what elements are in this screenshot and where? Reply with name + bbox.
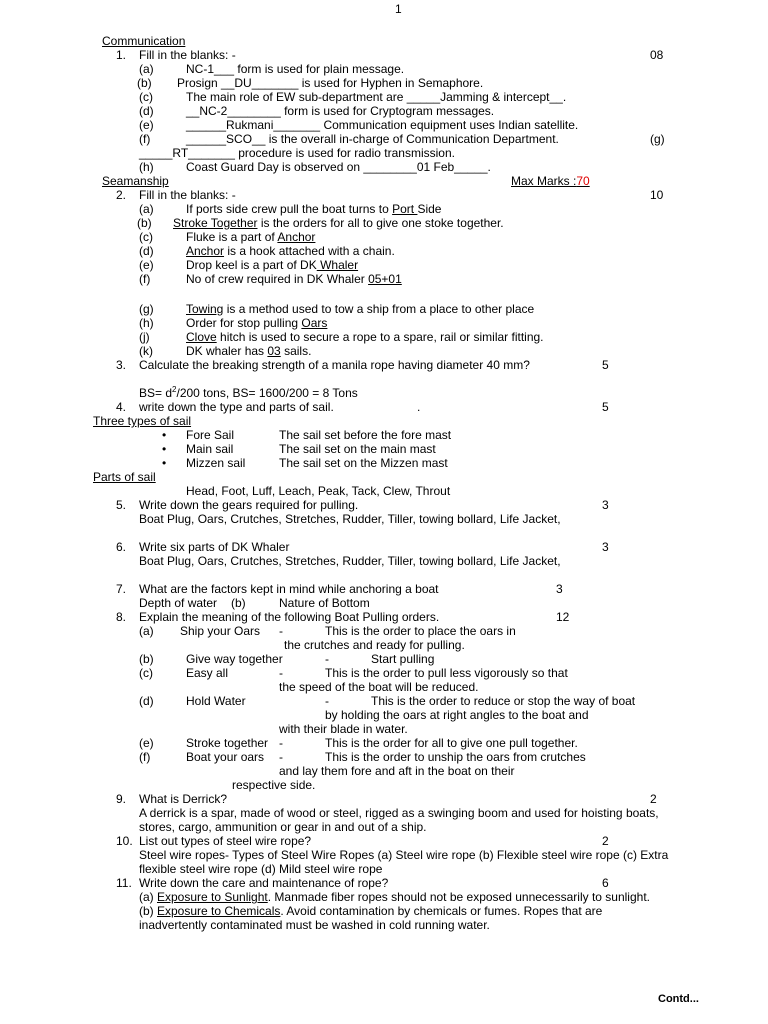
- order-meaning: This is the order to unship the oars from crutches: [325, 750, 586, 764]
- item-answer: NC-1___ form is used for plain message.: [186, 62, 405, 76]
- item-answer: Fluke is a part of Anchor: [186, 230, 316, 244]
- order-dash: -: [325, 694, 329, 708]
- question-marks: 5: [602, 358, 609, 372]
- order-label: (c): [139, 666, 153, 680]
- item-answer: Towing is a method used to tow a ship from a place to other place: [186, 302, 535, 316]
- item-answer: __NC-2________ form is used for Cryptogram messages.: [186, 104, 495, 118]
- item-label: (f): [139, 132, 151, 146]
- bullet: •: [162, 456, 167, 470]
- item-answer: Stroke Together is the orders for all to give one stoke together.: [173, 216, 504, 230]
- question-marks: 2: [602, 834, 609, 848]
- order-dash: -: [279, 624, 283, 638]
- sail-type-name: Main sail: [186, 442, 234, 456]
- answer-text: Boat Plug, Oars, Crutches, Stretches, Rudder, Tiller, towing bollard, Life Jacket,: [139, 512, 561, 526]
- order-dash: -: [279, 750, 283, 764]
- order-meaning: the speed of the boat will be reduced.: [279, 680, 479, 694]
- sail-type-name: Fore Sail: [186, 428, 235, 442]
- question-number: 6.: [116, 540, 127, 554]
- order-term: Easy all: [186, 666, 229, 680]
- question-text: Write down the care and maintenance of rope?: [139, 876, 389, 890]
- item-label: (e): [139, 258, 154, 272]
- sail-type-desc: The sail set before the fore mast: [279, 428, 452, 442]
- question-number: 5.: [116, 498, 127, 512]
- order-meaning: This is the order for all to give one pull together.: [325, 736, 578, 750]
- page-number: 1: [395, 2, 402, 16]
- item-label: (e): [139, 118, 154, 132]
- answer-text: A derrick is a spar, made of wood or steel, rigged as a swinging boom and used for hoisting boats,: [139, 806, 659, 820]
- item-label: (a): [139, 202, 154, 216]
- question-marks: 3: [602, 498, 609, 512]
- sail-type-name: Mizzen sail: [186, 456, 246, 470]
- order-label: (f): [139, 750, 151, 764]
- item-label: (c): [139, 90, 153, 104]
- max-marks-label: Max Marks :: [511, 174, 577, 188]
- item-label: (j): [139, 330, 150, 344]
- order-label: (a): [139, 624, 154, 638]
- order-meaning: by holding the oars at right angles to the boat and: [325, 708, 589, 722]
- sail-type-desc: The sail set on the Mizzen mast: [279, 456, 448, 470]
- item-answer: If ports side crew pull the boat turns to Port Side: [186, 202, 442, 216]
- item-answer: ______SCO__ is the overall in-charge of Communication Department.: [186, 132, 559, 146]
- question-marks: 08: [650, 48, 664, 62]
- question-text: Calculate the breaking strength of a manila rope having diameter 40 mm?: [139, 358, 530, 372]
- question-number: 11.: [116, 876, 132, 890]
- question-number: 10.: [116, 834, 133, 848]
- order-meaning: and lay them fore and aft in the boat on their: [279, 764, 515, 778]
- question-text: What are the factors kept in mind while anchoring a boat: [139, 582, 439, 596]
- max-marks: [511, 174, 590, 188]
- order-meaning: the crutches and ready for pulling.: [284, 638, 465, 652]
- item-answer: Drop keel is a part of DK Whaler: [186, 258, 359, 272]
- item-label: (b): [137, 76, 152, 90]
- continued-marker: Contd...: [658, 993, 699, 1005]
- order-label: (d): [139, 694, 154, 708]
- answer-text: (b) Exposure to Chemicals. Avoid contamination by chemicals or fumes. Ropes that are: [139, 904, 603, 918]
- order-meaning: with their blade in water.: [279, 722, 408, 736]
- item-label: (d): [139, 244, 154, 258]
- order-term: Stroke together: [186, 736, 269, 750]
- question-text: What is Derrick?: [139, 792, 228, 806]
- answer-text: Steel wire ropes- Types of Steel Wire Ropes (a) Steel wire rope (b) Flexible steel wire rope (c) Extra: [139, 848, 669, 862]
- question-number: 8.: [116, 610, 127, 624]
- item-label: (a): [139, 62, 154, 76]
- max-marks-value: 70: [576, 174, 590, 188]
- order-label: (b): [139, 652, 154, 666]
- item-label: (h): [139, 316, 154, 330]
- item-answer: The main role of EW sub-department are _____Jamming & intercept__.: [186, 90, 567, 104]
- order-term: Give way together: [186, 652, 283, 666]
- item-label: (g): [139, 302, 154, 316]
- order-term: Ship your Oars: [180, 624, 261, 638]
- item-answer: No of crew required in DK Whaler 05+01: [186, 272, 402, 286]
- order-dash: -: [279, 736, 283, 750]
- item-answer: DK whaler has 03 sails.: [186, 344, 312, 358]
- question-text: Write down the gears required for pulling.: [139, 498, 359, 512]
- question-text: Explain the meaning of the following Boat Pulling orders.: [139, 610, 440, 624]
- section-heading-communication: Communication: [102, 34, 186, 48]
- sail-type-desc: The sail set on the main mast: [279, 442, 436, 456]
- question-marks: 2: [650, 792, 657, 806]
- question-number: 4.: [116, 400, 127, 414]
- sail-parts: Head, Foot, Luff, Leach, Peak, Tack, Clew, Throut: [186, 484, 451, 498]
- order-term: Boat your oars: [186, 750, 265, 764]
- item-label: (c): [139, 230, 153, 244]
- item-label: (f): [139, 272, 151, 286]
- order-meaning: respective side.: [232, 778, 316, 792]
- answer-b-label: (b): [231, 596, 246, 610]
- order-label: (e): [139, 736, 154, 750]
- item-answer: Clove hitch is used to secure a rope to a spare, rail or similar fitting.: [186, 330, 544, 344]
- order-dash: -: [325, 652, 329, 666]
- stray-dot: .: [417, 400, 421, 414]
- question-number: 7.: [116, 582, 127, 596]
- question-marks: 10: [650, 188, 664, 202]
- item-answer: Anchor is a hook attached with a chain.: [186, 244, 395, 258]
- question-marks: 3: [556, 582, 563, 596]
- question-text: List out types of steel wire rope?: [139, 834, 312, 848]
- question-text: Fill in the blanks: -: [139, 48, 236, 62]
- question-number: 9.: [116, 792, 127, 806]
- question-number: 1.: [116, 48, 127, 62]
- item-label: (h): [139, 160, 154, 174]
- item-label: (d): [139, 104, 154, 118]
- answer-text: (a) Exposure to Sunlight. Manmade fiber ropes should not be exposed unnecessarily to sunlight.: [139, 890, 650, 904]
- order-meaning: This is the order to reduce or stop the way of boat: [371, 694, 636, 708]
- item-answer: Order for stop pulling Oars: [186, 316, 328, 330]
- order-term: Hold Water: [186, 694, 246, 708]
- question-marks: 6: [602, 876, 609, 890]
- question-marks: 5: [602, 400, 609, 414]
- item-label: (b): [137, 216, 152, 230]
- answer-b: Nature of Bottom: [279, 596, 370, 610]
- bullet: •: [162, 442, 167, 456]
- item-label-g: (g): [650, 132, 665, 146]
- order-dash: -: [279, 666, 283, 680]
- answer-text: stores, cargo, ammunition or gear in and out of a ship.: [139, 820, 427, 834]
- order-meaning: Start pulling: [371, 652, 435, 666]
- item-label: (k): [139, 344, 153, 358]
- item-answer: Prosign __DU_______ is used for Hyphen in Semaphore.: [177, 76, 484, 90]
- order-meaning: This is the order to place the oars in: [325, 624, 516, 638]
- question-text: Fill in the blanks: -: [139, 188, 236, 202]
- question-text: Write six parts of DK Whaler: [139, 540, 290, 554]
- answer-text: Boat Plug, Oars, Crutches, Stretches, Rudder, Tiller, towing bollard, Life Jacket,: [139, 554, 561, 568]
- answer-a: Depth of water: [139, 596, 218, 610]
- sub-heading-sail-types: Three types of sail: [93, 414, 192, 428]
- question-text: write down the type and parts of sail.: [139, 400, 334, 414]
- answer-text: inadvertently contaminated must be washed in cold running water.: [139, 918, 490, 932]
- order-meaning: This is the order to pull less vigorously so that: [325, 666, 568, 680]
- question-marks: 3: [602, 540, 609, 554]
- bullet: •: [162, 428, 167, 442]
- question-number: 3.: [116, 358, 127, 372]
- answer-text: flexible steel wire rope (d) Mild steel wire rope: [139, 862, 383, 876]
- formula-answer: $BS= d^2/200$ tons, BS= 1600/200 = 8 Tons: [139, 385, 358, 400]
- item-answer: _____RT_______ procedure is used for radio transmission.: [139, 146, 455, 160]
- sub-heading-sail-parts: Parts of sail: [93, 470, 156, 484]
- question-number: 2.: [116, 188, 127, 202]
- item-answer: ______Rukmani_______ Communication equipment uses Indian satellite.: [186, 118, 579, 132]
- question-marks: 12: [556, 610, 570, 624]
- item-answer: Coast Guard Day is observed on ________01 Feb_____.: [186, 160, 491, 174]
- section-heading-seamanship: Seamanship: [102, 174, 169, 188]
